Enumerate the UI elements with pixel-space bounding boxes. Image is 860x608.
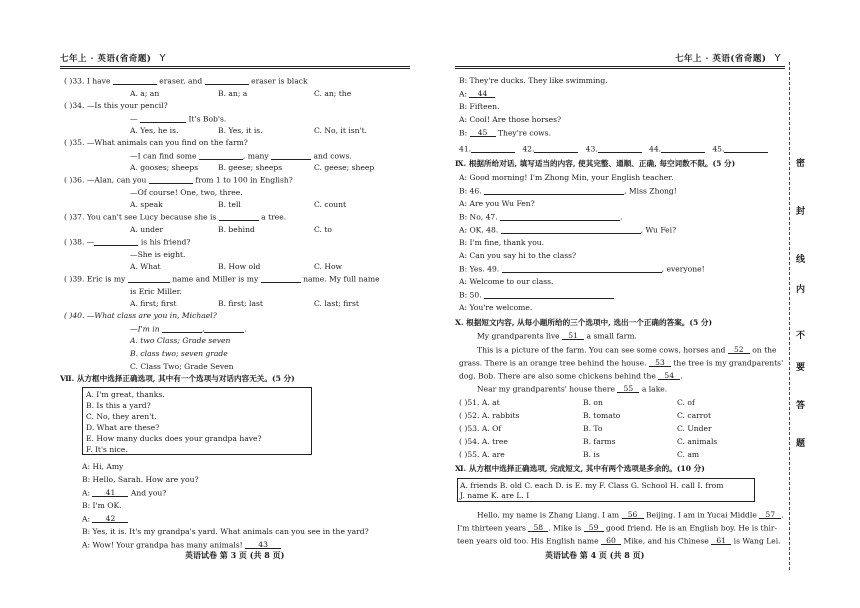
option-a: A. first; first (130, 299, 177, 308)
dialog-line: A: Good morning! I'm Zhong Min, your English teacher. (459, 173, 674, 182)
question-40-reply: —I'm in , . (130, 324, 247, 334)
box-item: E. How many ducks does your grandpa have? (86, 434, 262, 443)
dialog-line: A: Hi, Amy (82, 462, 124, 471)
option-a: ( )53. A. Of (459, 424, 502, 433)
section-heading: Ⅸ. 根据所给对话, 填写适当的内容, 使其完整、通顺、正确, 每空词数不限。(5 分) (455, 159, 736, 168)
section-heading: Ⅶ. 从方框中选择正确选项, 其中有一个选项与对话内容无关。(5 分) (60, 374, 295, 383)
question-37: ( )37. You can't see Lucy because she is a tree. (64, 212, 287, 222)
answer-blank[interactable] (271, 152, 311, 160)
dialog-line: A: OK. 48. , Wu Fei? (459, 225, 677, 235)
option-c: C. an; the (314, 89, 352, 98)
answer-blank[interactable] (598, 145, 642, 153)
question-38-reply: —She is eight. (130, 250, 186, 259)
box-item: F. It's nice. (86, 445, 128, 454)
question-36: ( )36. —Alan, can you from 1 to 100 in English? (64, 175, 293, 185)
question-36-reply: —Of course! One, two, three. (130, 188, 243, 197)
answer-blank[interactable] (261, 275, 301, 283)
page-header (60, 54, 166, 64)
option-c: C. of (677, 398, 695, 407)
option-b: B. class two; seven grade (130, 349, 228, 358)
header-rule (455, 66, 785, 67)
box-item: D. What are these? (86, 423, 160, 432)
answer-blank[interactable] (724, 145, 768, 153)
option-c: C. carrot (677, 411, 712, 420)
option-c: C. geese; sheep (314, 163, 375, 172)
answer-blank[interactable] (534, 145, 578, 153)
option-b: B. tomato (583, 411, 621, 420)
page-footer: 英语试卷 第 3 页 (共 8 页) (185, 550, 285, 560)
answer-blank[interactable] (204, 325, 244, 333)
passage-line: I'm thirteen years 58 . Mike is 59 good friend. He is an English boy. He is thir- (457, 523, 778, 533)
dialog-line: B: Yes, it is. It's my grandpa's yard. What animals can you see in the yard? (82, 527, 369, 536)
passage-line: teen years old too. His English name 60 Mike, and his Chinese 61 is Wang Lei. (457, 536, 781, 546)
question-33: ( )33. I have eraser, and eraser is black (64, 76, 308, 86)
answer-blank[interactable] (219, 213, 259, 221)
box-item: A. I'm great, thanks. (86, 390, 165, 399)
question-35-reply: —I can find some , many and cows. (130, 151, 352, 161)
dialog-line: A: 41 And you? (82, 488, 167, 498)
option-a: ( )55. A. are (459, 450, 505, 459)
option-c: C. No, it isn't. (314, 126, 368, 135)
question-35: ( )35. —What animals can you find on the farm? (64, 138, 248, 147)
binding-char: 内 (796, 285, 806, 295)
dialog-line: B: Yes. 49. , everyone! (459, 264, 705, 274)
answer-blank[interactable] (500, 213, 620, 221)
answer-blank[interactable]: 52 (728, 346, 750, 354)
question-39-cont: is Eric Miller. (130, 287, 182, 296)
option-c: C. to (314, 225, 332, 234)
option-a: A. Yes, he is. (130, 126, 179, 135)
binding-char: 题 (796, 439, 806, 449)
option-b: B. How old (218, 262, 261, 271)
answer-blank[interactable] (113, 77, 157, 85)
answer-blank[interactable] (661, 145, 705, 153)
option-b: B. first; last (218, 299, 263, 308)
answer-blank[interactable] (471, 145, 515, 153)
answer-blank[interactable] (140, 115, 186, 123)
box-item: C. No, they aren't. (86, 412, 157, 421)
page-footer: 英语试卷 第 4 页 (共 8 页) (545, 550, 645, 560)
answer-blank[interactable]: 59 (584, 524, 604, 532)
answer-blank[interactable] (502, 265, 662, 273)
binding-char: 答 (796, 401, 806, 411)
dialog-line: A: Wow! Your grandpa has many animals! 43 (82, 541, 281, 549)
option-a: A. gooses; sheeps (130, 163, 199, 172)
answer-blank[interactable]: 43 (245, 541, 281, 549)
answer-blank[interactable]: 53 (649, 359, 671, 367)
box-item: B. Is this a yard? (86, 401, 151, 410)
section-heading: Ⅹ. 根据短文内容, 从每小题所给的三个选项中, 选出一个正确的答案。(5 分) (455, 318, 713, 327)
answer-blank[interactable] (94, 238, 138, 246)
option-b: B. Yes, it is. (218, 126, 263, 135)
header-rule-thin (60, 68, 410, 69)
answer-blank[interactable]: 55 (617, 385, 639, 393)
page-3 (60, 0, 430, 608)
dialog-line: A: Can you say hi to the class? (459, 251, 577, 260)
binding-char: 不 (796, 331, 806, 341)
answer-row: 41. 42. 43. 44. 45. (459, 145, 768, 153)
answer-blank[interactable]: 45 (470, 129, 496, 137)
answer-blank[interactable] (199, 152, 243, 160)
binding-char: 要 (796, 363, 806, 373)
option-c: C. Class Two; Grade Seven (130, 362, 234, 371)
option-c: C. How (314, 262, 343, 271)
answer-blank[interactable] (149, 176, 193, 184)
answer-blank[interactable] (128, 275, 170, 283)
binding-char: 线 (796, 255, 806, 265)
option-b: B. behind (218, 225, 255, 234)
option-c: C. count (314, 200, 347, 209)
answer-blank[interactable]: 41 (92, 489, 128, 497)
passage-line: Hello, my name is Zhang Liang. I am 56 Beijing. I am in Yucai Middle 57 . (477, 510, 784, 520)
answer-blank[interactable]: 51 (562, 332, 584, 340)
answer-blank[interactable]: 57 (759, 511, 781, 519)
passage-line: grass. There is an orange tree behind the house. 53 the tree is my grandparents' (459, 358, 784, 368)
question-39: ( )39. Eric is my name and Miller is my name. My full name (64, 274, 380, 284)
option-b: B. an; a (218, 89, 248, 98)
option-a: A. speak (130, 200, 163, 209)
option-b: B. farms (583, 437, 616, 446)
word-box (457, 478, 755, 502)
option-b: B. on (583, 398, 603, 407)
passage-line: This is a picture of the farm. You can see some cows, horses and 52 on the (477, 345, 777, 355)
dialog-line: B: Hello, Sarah. How are you? (82, 475, 199, 484)
answer-blank[interactable] (162, 325, 202, 333)
answer-blank[interactable] (205, 77, 249, 85)
dialog-line: B: No, 47. . (459, 212, 623, 222)
answer-blank[interactable]: 56 (622, 511, 644, 519)
passage-line: My grandparents live 51 a small farm. (477, 331, 637, 341)
option-c: C. Under (677, 424, 712, 433)
option-a: A. a; an (130, 89, 160, 98)
answer-blank[interactable] (484, 187, 624, 195)
answer-blank[interactable] (484, 291, 614, 299)
option-a: A. two Class; Grade seven (130, 336, 231, 345)
answer-blank[interactable]: 60 (601, 537, 621, 545)
binding-char: 密 (796, 159, 806, 169)
page-4 (455, 0, 785, 608)
section-heading: Ⅺ. 从方框中选择正确选项, 完成短文, 其中有两个选项是多余的。(10 分) (455, 464, 705, 473)
answer-blank[interactable] (501, 226, 641, 234)
dialog-line: B: 46. , Miss Zhong! (459, 186, 677, 196)
dialog-line: B: Fifteen. (459, 102, 500, 111)
dialog-line: A: Are you Wu Fen? (459, 199, 535, 208)
header-mark: Y (159, 53, 167, 64)
passage-line: dog, Bob. There are also some chickens behind the 54 . (459, 371, 683, 381)
header-title: 七年上 · 英语(省奇题) (60, 54, 152, 64)
option-a: ( )51. A. at (459, 398, 500, 407)
page-header (675, 54, 781, 64)
option-c: C. animals (677, 437, 718, 446)
option-a: ( )52. A. rabbits (459, 411, 520, 420)
word-box-line: J. name K. are L. I (460, 491, 530, 500)
question-38: ( )38. — is his friend? (64, 237, 191, 247)
dialog-line: B: I'm OK. (82, 501, 122, 510)
dialog-line: B: 50. (459, 291, 614, 299)
answer-blank[interactable]: 61 (711, 537, 731, 545)
question-34-reply: — It's Bob's. (130, 114, 227, 124)
passage-line: Near my grandparents' house there 55 a lake. (477, 384, 668, 394)
dialog-line: A: You're welcome. (459, 303, 533, 312)
question-34: ( )34. —Is this your pencil? (64, 101, 168, 110)
option-c: C. last; first (314, 299, 359, 308)
word-box-line: A. friends B. old C. each D. is E. my F. Class G. School H. call I. from (460, 481, 724, 490)
option-b: B. geese; sheeps (218, 163, 283, 172)
option-b: B. is (583, 450, 600, 459)
option-a: A. What (130, 262, 161, 271)
header-title: 七年上 · 英语(省奇题) (675, 54, 767, 64)
answer-blank[interactable]: 44 (469, 90, 495, 98)
answer-blank[interactable]: 54 (658, 372, 680, 380)
option-c: C. am (677, 450, 700, 459)
options-box (82, 387, 312, 455)
option-a: A. under (130, 225, 164, 234)
dialog-line: B: I'm fine, thank you. (459, 238, 545, 247)
answer-blank[interactable]: 42 (92, 515, 128, 523)
binding-char: 封 (796, 207, 806, 217)
dialog-line: A: 44 (459, 90, 495, 98)
dialog-line: B: 45 They're cows. (459, 128, 551, 138)
dialog-line: A: 42 (82, 515, 128, 523)
header-rule (60, 66, 410, 67)
option-a: ( )54. A. tree (459, 437, 508, 446)
answer-blank[interactable]: 58 (528, 524, 548, 532)
binding-line (789, 62, 790, 570)
page-spine (438, 50, 444, 560)
question-40: ( )40. —What class are you in, Michael? (64, 311, 217, 320)
dialog-line: B: They're ducks. They like swimming. (459, 76, 608, 85)
dialog-line: A: Cool! Are those horses? (459, 115, 562, 124)
header-mark: Y (774, 53, 782, 64)
dialog-line: A: Welcome to our class. (459, 277, 554, 286)
option-b: B. To (583, 424, 603, 433)
option-b: B. tell (218, 200, 241, 209)
header-rule-thin (455, 68, 785, 69)
